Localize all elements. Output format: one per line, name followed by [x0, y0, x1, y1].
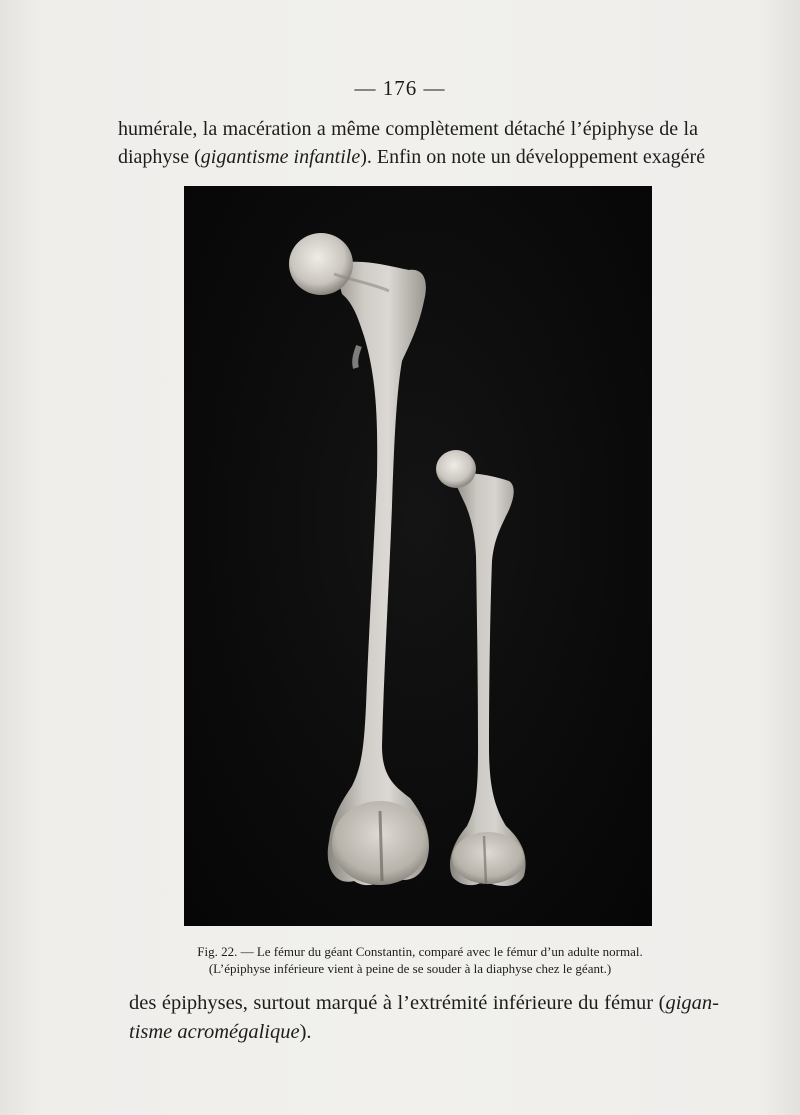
text-line-3: [129, 992, 719, 1015]
text-line-3-start: des épiphyses, surtout marqué à l’extrémité inférieure du fémur (: [129, 992, 666, 1014]
text-line-3-italic: gigan-: [665, 992, 719, 1014]
normal-femur: [436, 450, 526, 886]
text-line-4: [129, 1021, 312, 1044]
text-line-4-end: ).: [299, 1021, 312, 1043]
text-line-2-end: ). Enfin on note un développement exagéré: [360, 146, 706, 168]
figure-caption-line-2: (L’épiphyse inférieure vient à peine de se souder à la diaphyse chez le géant.): [208, 961, 612, 976]
femur-photograph: [184, 186, 652, 926]
giant-femur: [289, 233, 429, 885]
text-line-4-italic: tisme acromégalique: [129, 1021, 300, 1043]
page-number: — 176 —: [354, 76, 446, 100]
text-line-2-italic: gigantisme infantile: [200, 146, 361, 168]
text-line-2-start: diaphyse (: [118, 146, 201, 168]
text-line-1: humérale, la macération a même complètement détaché l’épiphyse de la: [118, 118, 698, 140]
text-line-2: [118, 146, 706, 169]
figure-caption-line-1: Fig. 22. — Le fémur du géant Constantin, comparé avec le fémur d’un adulte normal.: [197, 944, 643, 959]
femur-illustration: [184, 186, 652, 926]
